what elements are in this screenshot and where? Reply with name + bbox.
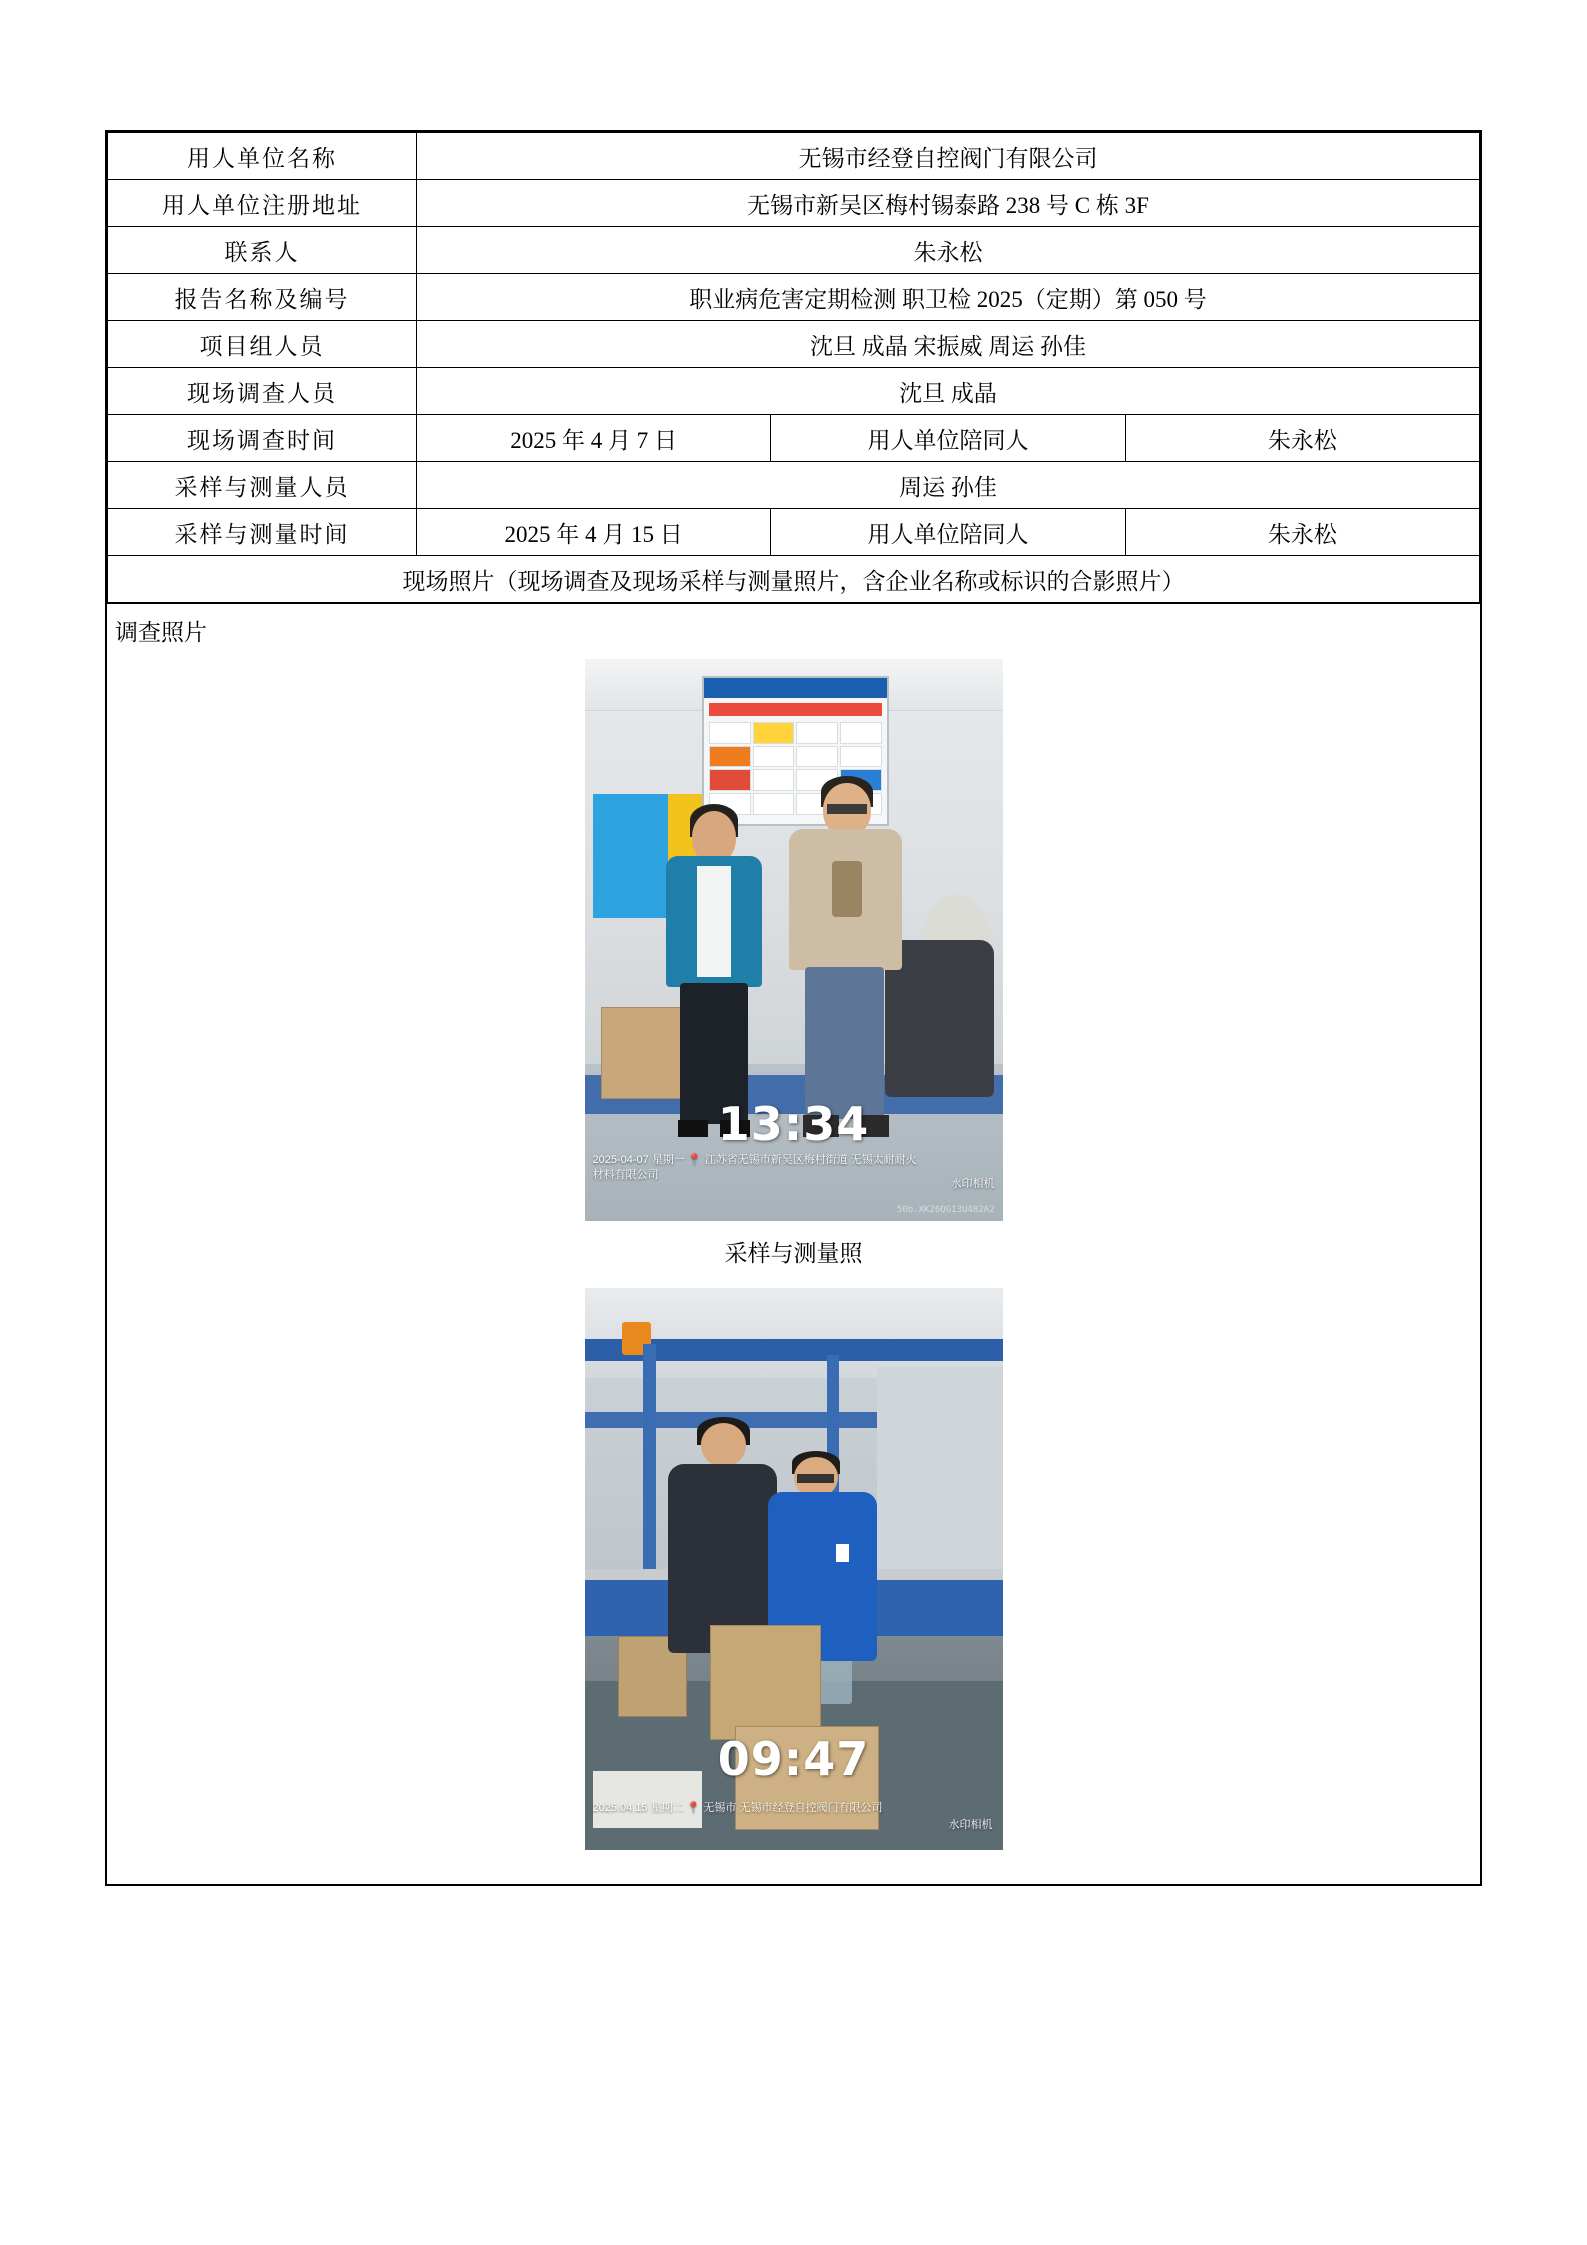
table-row <box>108 321 1480 368</box>
watermark-brand: 水印相机 <box>950 1177 995 1190</box>
accompany-label: 用人单位陪同人 <box>771 509 1125 556</box>
survey-photo <box>585 659 1003 1221</box>
sampling-photo <box>585 1288 1003 1850</box>
carton-box-1 <box>710 1625 821 1739</box>
row-value: 沈旦 成晶 宋振威 周运 孙佳 <box>417 321 1480 368</box>
row-label: 采样与测量时间 <box>108 509 417 556</box>
sampling-date-value: 2025 年 4 月 15 日 <box>417 509 771 556</box>
row-value: 沈旦 成晶 <box>417 368 1480 415</box>
accompany-value: 朱永松 <box>1125 415 1479 462</box>
wall-panel-blue <box>593 794 668 918</box>
table-row <box>108 368 1480 415</box>
right-wall <box>877 1367 1002 1581</box>
person-right <box>789 783 902 1137</box>
table-row <box>108 227 1480 274</box>
row-label: 采样与测量人员 <box>108 462 417 509</box>
photo-timestamp: 13:34 <box>717 1097 870 1151</box>
photo-timestamp: 09:47 <box>717 1732 870 1786</box>
survey-date-value: 2025 年 4 月 7 日 <box>417 415 771 462</box>
sampling-photo-caption: 采样与测量照 <box>724 1241 863 1266</box>
board-subtitle-bar <box>709 703 882 716</box>
row-label: 联系人 <box>108 227 417 274</box>
watermark-brand: 水印相机 <box>948 1819 993 1831</box>
table-row-sampling-time <box>108 509 1480 556</box>
table-row <box>108 274 1480 321</box>
watermark-code: 50b.XK26QG13U482A2 <box>896 1205 995 1215</box>
row-label: 报告名称及编号 <box>108 274 417 321</box>
table-row-sampling-staff <box>108 462 1480 509</box>
paper-sheet <box>593 1771 702 1827</box>
person-left <box>664 811 764 1137</box>
accompany-label: 用人单位陪同人 <box>771 415 1125 462</box>
row-label: 现场调查时间 <box>108 415 417 462</box>
row-label: 现场调查人员 <box>108 368 417 415</box>
row-label: 用人单位名称 <box>108 133 417 180</box>
row-label: 项目组人员 <box>108 321 417 368</box>
survey-photo-caption: 调查照片 <box>115 620 207 645</box>
board-title-bar <box>704 678 888 698</box>
survey-photo-wrap <box>107 659 1480 1221</box>
table-row-survey-time <box>108 415 1480 462</box>
row-value: 职业病危害定期检测 职卫检 2025（定期）第 050 号 <box>417 274 1480 321</box>
row-value: 周运 孙佳 <box>417 462 1480 509</box>
info-table <box>107 132 1480 603</box>
row-value: 无锡市经登自控阀门有限公司 <box>417 133 1480 180</box>
table-row-photos-header <box>108 556 1480 603</box>
row-value: 无锡市新吴区梅村锡泰路 238 号 C 栋 3F <box>417 180 1480 227</box>
sampling-photo-wrap <box>107 1288 1480 1850</box>
accompany-value: 朱永松 <box>1125 509 1479 556</box>
row-value: 朱永松 <box>417 227 1480 274</box>
document-page <box>105 130 1482 1886</box>
photo-watermark-text: 2025-04-07 星期一 📍 江苏省无锡市新吴区梅村街道 无锡太耐耐火材料有限公司 <box>592 1154 917 1182</box>
photo-watermark-text: 2025.04.15 星期二 📍 无锡市 无锡市经登自控阀门有限公司 <box>592 1802 883 1815</box>
table-row <box>108 180 1480 227</box>
column-left <box>643 1344 656 1580</box>
photos-body <box>107 603 1480 1884</box>
photos-header-text: 现场照片（现场调查及现场采样与测量照片，含企业名称或标识的合影照片） <box>108 556 1480 603</box>
row-label: 用人单位注册地址 <box>108 180 417 227</box>
table-row <box>108 133 1480 180</box>
